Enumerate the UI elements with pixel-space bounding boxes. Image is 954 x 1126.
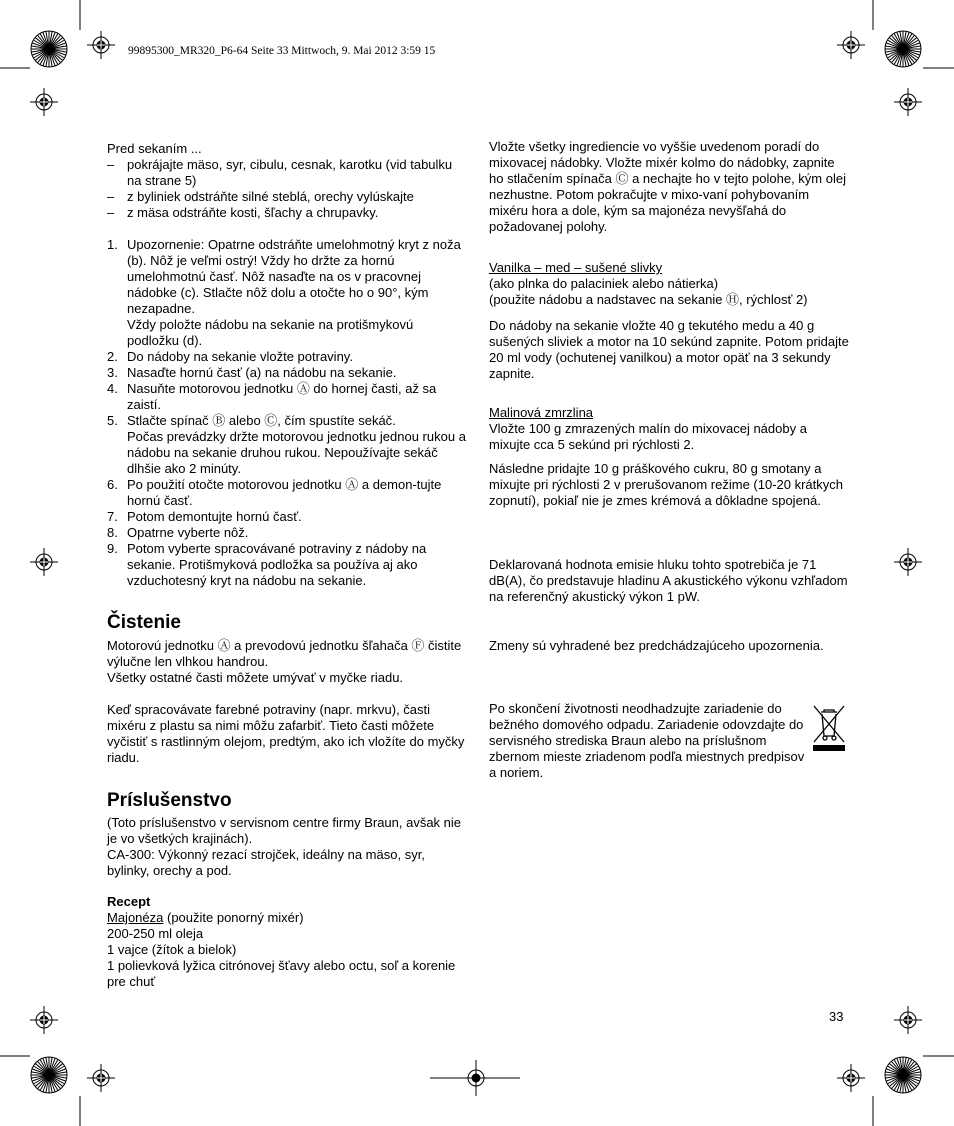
vanilla-title: Vanilka – med – sušené slivky — [489, 260, 663, 275]
vanilla-block — [489, 260, 849, 308]
accessories-text: (Toto príslušenstvo v servisnom centre firmy Braun, avšak nie je vo všetkých krajinách). — [107, 815, 462, 846]
ingredient-line: 200-250 ml oleja — [107, 926, 204, 941]
step-item: 4. Nasuňte motorovou jednotku Ⓐ do hornej časti, až sa zaistí. — [107, 381, 437, 412]
vanilla-text: Do nádoby na sekanie vložte 40 g tekutého medu a 40 g sušených sliviek a motor na 10 sekúnd zapnite. Potom pridajte 20 ml vody (ochutenej vanilkou) a motor opäť na 3 sekundy zapnite. — [489, 318, 849, 381]
accessories-text: CA-300: Výkonný rezací strojček, ideálny na mäso, syr, bylinky, orechy a pod. — [107, 847, 425, 878]
step-item: 5. Stlačte spínač Ⓑ alebo Ⓒ, čím spustíte sekáč. Počas prevádzky držte motorovou jednotku jednou rukou a nádobu na sekanie druhou rukou. Nepoužívajte sekáč dlhšie ako 2 minúty. — [107, 413, 466, 476]
step-item: 2. Do nádoby na sekanie vložte potraviny. — [107, 349, 353, 364]
accessories-heading: Príslušenstvo — [107, 790, 232, 811]
disposal-text: Po skončení životnosti neodhadzujte zariadenie do bežného domového odpadu. Zariadenie odovzdajte do servisného strediska Braun alebo na príslušnom zbernom mieste zriadenom podľa miestnych predpisov a noriem. — [489, 701, 805, 780]
cleaning-note: Keď spracovávate farebné potraviny (napr. mrkvu), časti mixéru z plastu sa nimi môžu zafarbiť. Tieto časti môžete vyčistiť s rastlinným olejom, predtým, ako ich vložíte do myčky riadu. — [107, 702, 465, 765]
step-item: 7. Potom demontujte hornú časť. — [107, 509, 302, 524]
recipe-label: Recept — [107, 894, 151, 909]
raspberry-text: Vložte 100 g zmrazených malín do mixovacej nádoby a mixujte cca 5 sekúnd pri rýchlosti 2. — [489, 421, 807, 452]
vanilla-sub: (použite nádobu a nadstavec na sekanie Ⓗ, rýchlosť 2) — [489, 292, 808, 307]
ingredient-line: 1 polievková lyžica citrónovej šťavy alebo octu, soľ a korenie pre chuť — [107, 958, 456, 989]
left-prep-block — [107, 141, 467, 221]
step-item: 8. Opatrne vyberte nôž. — [107, 525, 249, 540]
step-item: 6. Po použití otočte motorovou jednotku Ⓐ a demon-tujte hornú časť. — [107, 477, 442, 508]
prep-item: – z byliniek odstráňte silné steblá, orechy vylúskajte — [107, 189, 414, 204]
steps-list — [107, 237, 467, 589]
weee-bin-icon — [812, 704, 846, 752]
raspberry-block — [489, 405, 849, 453]
mayo-method: Vložte všetky ingrediencie vo vyššie uvedenom poradí do mixovacej nádobky. Vložte mixér kolmo do nádobky, zapnite ho stlačením spínača Ⓒ a nechajte ho v tejto polohe, kým olej nezhustne. Potom pokračujte v mixo-vaní pohybovaním mixéru hora a dole, kým sa majonéza nevyšľahá do požadovanej polohy. — [489, 139, 846, 234]
intro-text: Pred sekaním ... — [107, 141, 202, 156]
page-number: 33 — [829, 1009, 844, 1024]
cleaning-text: Všetky ostatné časti môžete umývať v myčke riadu. — [107, 670, 404, 685]
step-item: 1. Upozornenie: Opatrne odstráňte umelohmotný kryt z noža (b). Nôž je veľmi ostrý! Vždy ho držte za hornú umelohmotnú časť. Nôž nasaďte na os v pracovnej nádobke (c). Stlačte nôž dolu a otočte ho o 90°, kým nezapadne. Vždy položte nádobu na sekanie na protišmykovú podložku (d). — [107, 237, 461, 348]
noise-text: Deklarovaná hodnota emisie hluku tohto spotrebiča je 71 dB(A), čo predstavuje hladinu A akustického výkonu vzhľadom na referenčný akustický výkon 1 pW. — [489, 557, 848, 604]
cleaning-text: Motorovú jednotku Ⓐ a prevodovú jednotku šľahača Ⓕ čistite výlučne len vlhkou handrou. — [107, 638, 462, 669]
changes-text: Zmeny sú vyhradené bez predchádzajúceho upozornenia. — [489, 638, 824, 653]
print-header: 99895300_MR320_P6-64 Seite 33 Mittwoch, 9. Mai 2012 3:59 15 — [128, 45, 436, 57]
ingredient-line: 1 vajce (žítok a bielok) — [107, 942, 237, 957]
prep-item: – pokrájajte mäso, syr, cibulu, cesnak, karotku (vid tabulku na strane 5) — [107, 157, 453, 188]
step-item: 3. Nasaďte hornú časť (a) na nádobu na sekanie. — [107, 365, 397, 380]
cleaning-heading: Čistenie — [107, 612, 181, 633]
recipe-title: Majonéza (použite ponorný mixér) — [107, 910, 304, 925]
cleaning-block — [107, 638, 467, 686]
vanilla-sub: (ako plnka do palaciniek alebo nátierka) — [489, 276, 719, 291]
raspberry-text-2: Následne pridajte 10 g práškového cukru, 80 g smotany a mixujte pri rýchlosti 2 v prerušovanom režime (10-20 krátkych zopnutí), pokiaľ nie je zmes krémová a dôkladne spojená. — [489, 461, 844, 508]
recipe-block — [107, 894, 467, 990]
accessories-block — [107, 815, 467, 879]
step-item: 9. Potom vyberte spracovávané potraviny z nádoby na sekanie. Protišmyková podložka sa používa aj ako vzduchotesný kryt na nádobu na sekanie. — [107, 541, 427, 588]
raspberry-title: Malinová zmrzlina — [489, 405, 594, 420]
prep-item: – z mäsa odstráňte kosti, šľachy a chrupavky. — [107, 205, 379, 220]
